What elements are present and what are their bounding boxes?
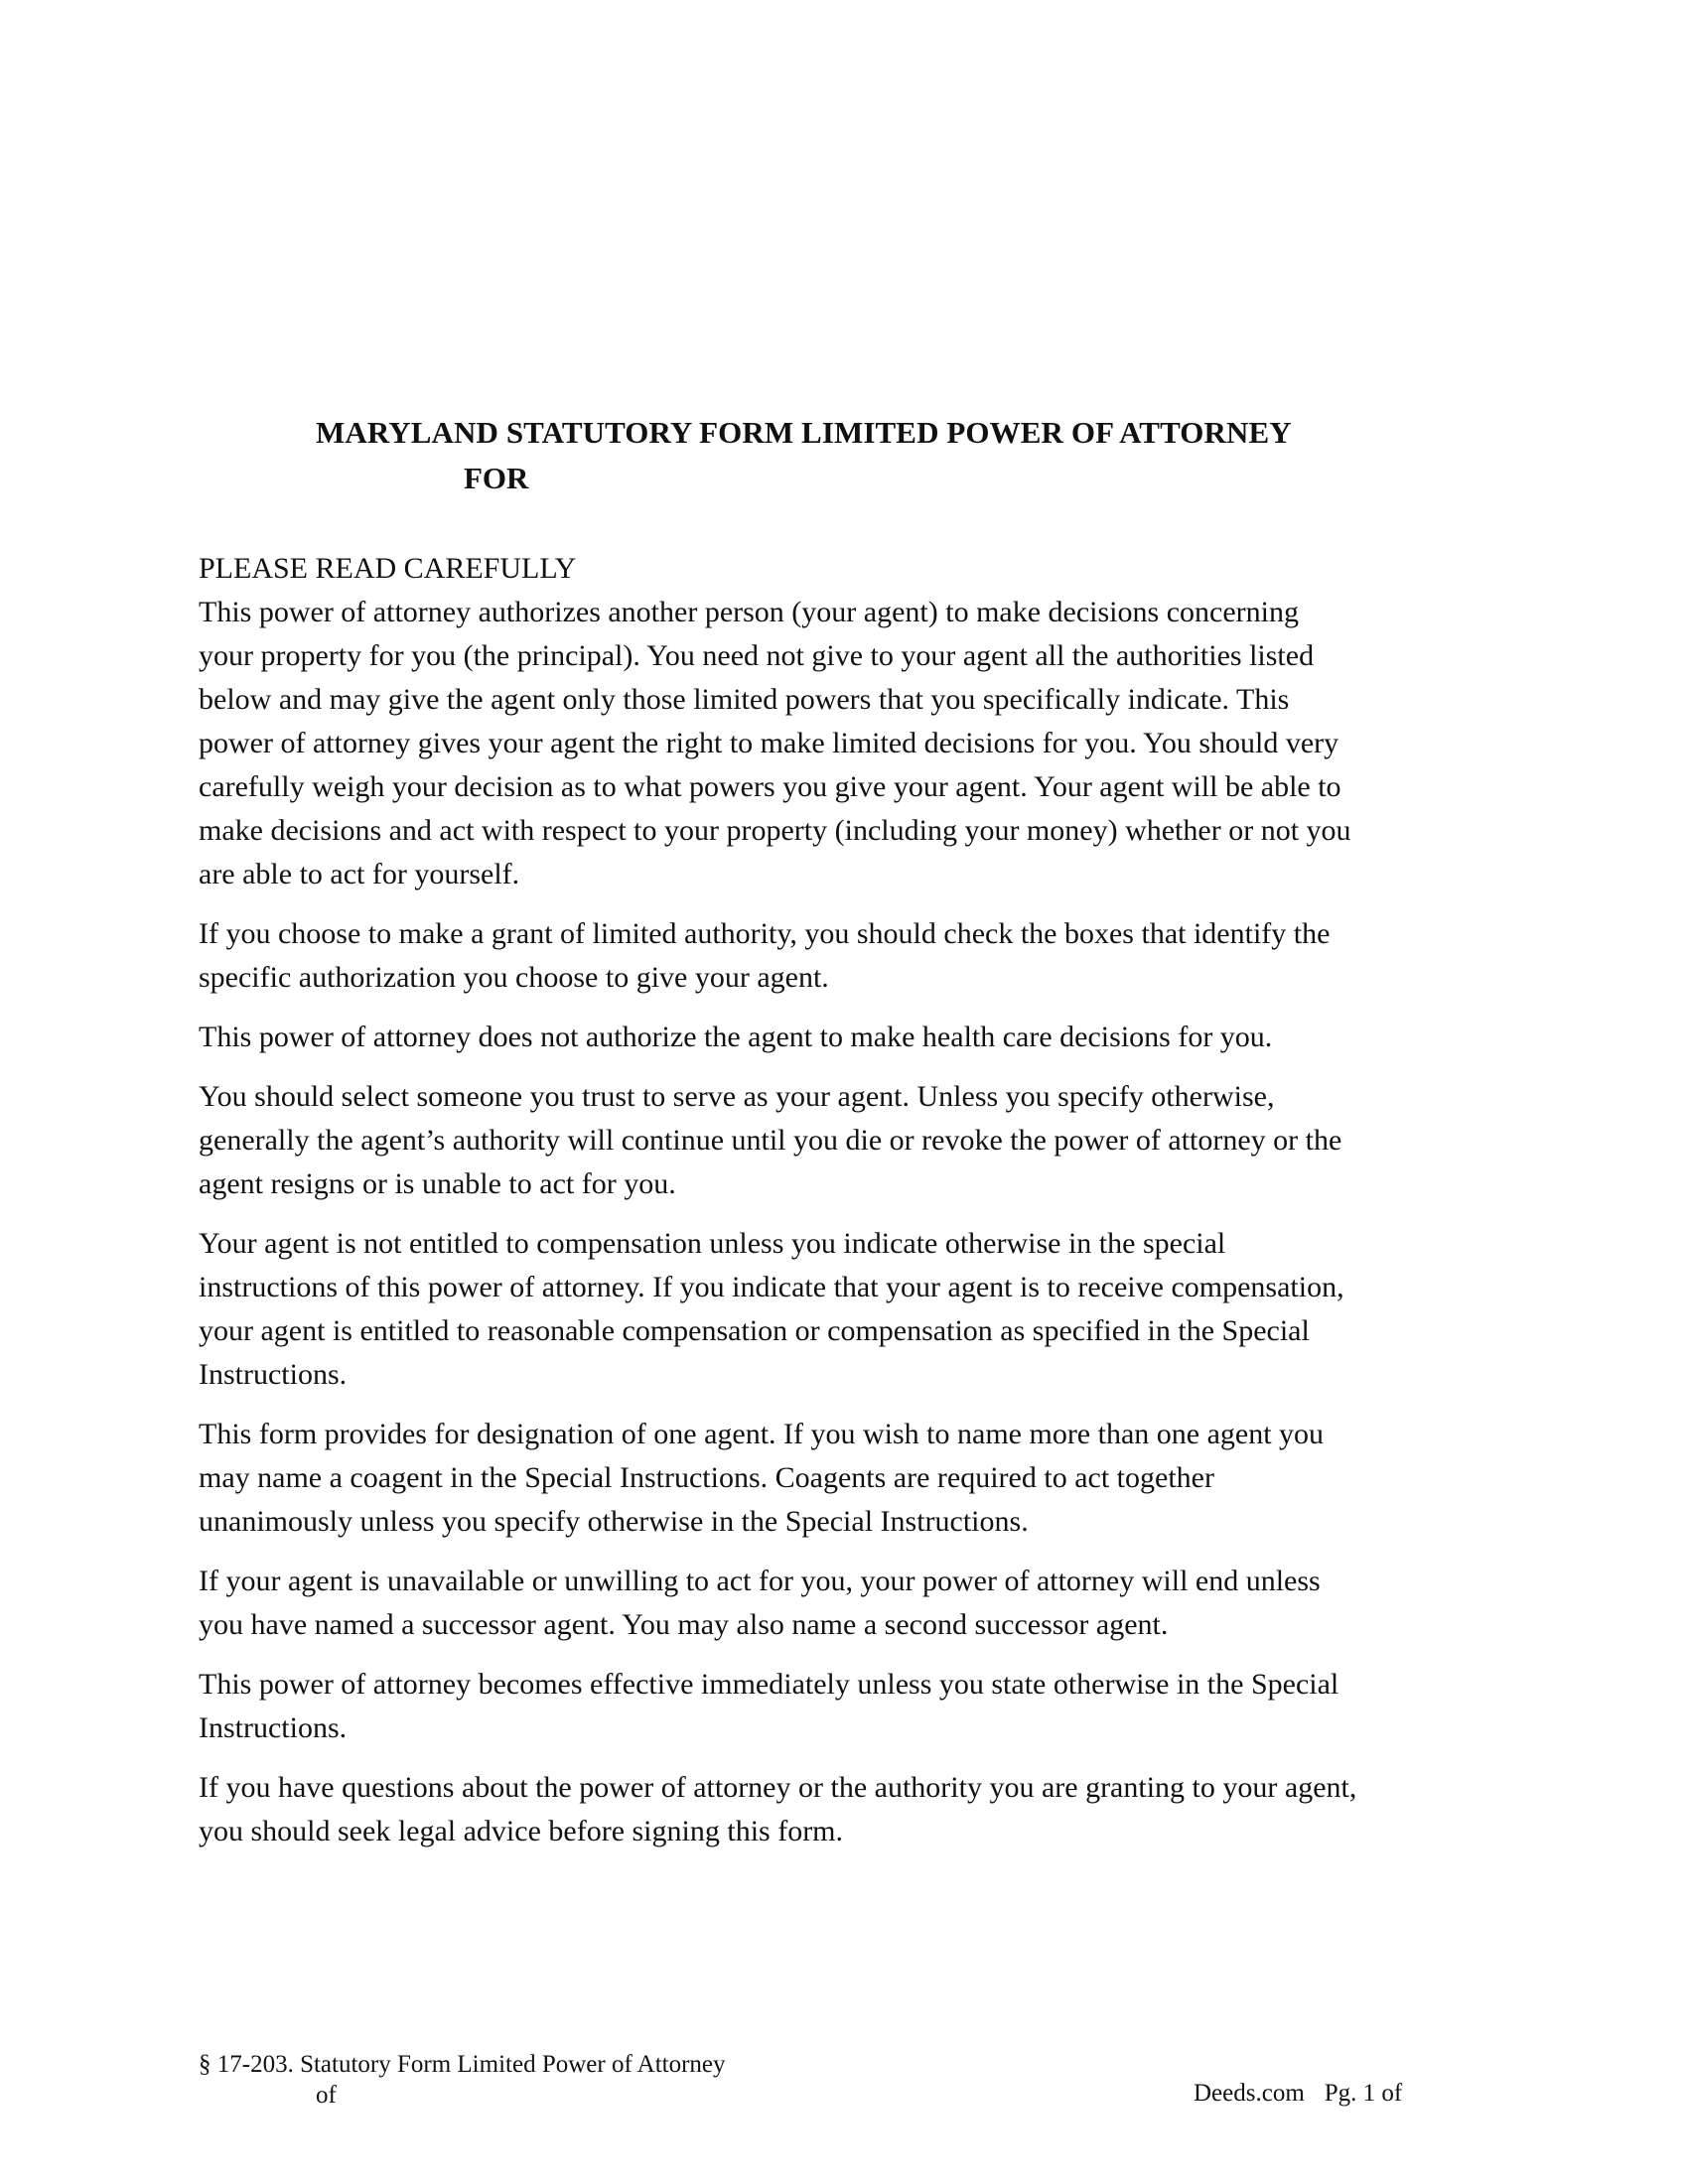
paragraph	[199, 1663, 1489, 1750]
paragraph	[199, 1766, 1489, 1853]
paragraph-line: your agent is entitled to reasonable compensation or compensation as specified in the Special	[199, 1314, 1310, 1347]
paragraph-line: your property for you (the principal). You need not give to your agent all the authorities listed	[199, 639, 1315, 672]
paragraph-line: This form provides for designation of one agent. If you wish to name more than one agent you	[199, 1418, 1325, 1450]
footer-page-number: Pg. 1 of	[1324, 2080, 1403, 2107]
footer-citation	[199, 2049, 726, 2111]
paragraph-line: may name a coagent in the Special Instructions. Coagents are required to act together	[199, 1461, 1214, 1494]
paragraph-line: you should seek legal advice before signing this form.	[199, 1815, 844, 1847]
paragraph-line: If you choose to make a grant of limited authority, you should check the boxes that identify the	[199, 917, 1331, 950]
paragraph-line: agent resigns or is unable to act for you.	[199, 1167, 676, 1200]
paragraph	[199, 1075, 1489, 1206]
paragraph	[199, 1413, 1489, 1544]
document-title-for: FOR	[464, 461, 529, 495]
paragraph-line: This power of attorney authorizes another person (your agent) to make decisions concerning	[199, 596, 1299, 628]
paragraph-line: generally the agent’s authority will continue until you die or revoke the power of attorney or the	[199, 1124, 1342, 1157]
paragraph-line: If you have questions about the power of attorney or the authority you are granting to your agent,	[199, 1771, 1357, 1804]
paragraph-line: below and may give the agent only those limited powers that you specifically indicate. This	[199, 683, 1290, 716]
paragraph-line: you have named a successor agent. You may also name a second successor agent.	[199, 1608, 1169, 1641]
paragraph-line: power of attorney gives your agent the right to make limited decisions for you. You should very	[199, 727, 1339, 759]
paragraph-line: Your agent is not entitled to compensation unless you indicate otherwise in the special	[199, 1227, 1226, 1260]
paragraph-line: If your agent is unavailable or unwilling to act for you, your power of attorney will end unless	[199, 1565, 1321, 1597]
footer-site-name: Deeds.com	[1194, 2080, 1305, 2107]
paragraph-line: carefully weigh your decision as to what powers you give your agent. Your agent will be able to	[199, 770, 1341, 803]
document-body	[199, 547, 1489, 1869]
paragraph	[199, 1222, 1489, 1397]
paragraph-line: This power of attorney becomes effective immediately unless you state otherwise in the Special	[199, 1668, 1339, 1701]
paragraph-line: Instructions.	[199, 1711, 348, 1744]
paragraph	[199, 1016, 1489, 1059]
paragraph-line: are able to act for yourself.	[199, 858, 520, 890]
paragraph-line: make decisions and act with respect to your property (including your money) whether or not you	[199, 814, 1351, 847]
paragraph-line: unanimously unless you specify otherwise in the Special Instructions.	[199, 1505, 1029, 1538]
footer-citation-line1: § 17-203. Statutory Form Limited Power of Attorney	[199, 2051, 726, 2078]
paragraph-line: You should select someone you trust to serve as your agent. Unless you specify otherwise,	[199, 1080, 1275, 1113]
paragraph-list	[199, 591, 1489, 1853]
paragraph-line: specific authorization you choose to give your agent.	[199, 961, 829, 994]
document-title: MARYLAND STATUTORY FORM LIMITED POWER OF ATTORNEY	[316, 415, 1292, 450]
paragraph-line: This power of attorney does not authorize the agent to make health care decisions for you.	[199, 1021, 1273, 1053]
footer-citation-line2: of	[316, 2082, 337, 2109]
paragraph	[199, 1560, 1489, 1647]
paragraph-line: Instructions.	[199, 1358, 348, 1391]
footer-page-info	[1194, 2080, 1402, 2108]
paragraph-line: instructions of this power of attorney. If you indicate that your agent is to receive compensation,	[199, 1271, 1344, 1303]
paragraph	[199, 912, 1489, 1000]
section-heading: PLEASE READ CAREFULLY	[199, 552, 577, 585]
paragraph	[199, 591, 1489, 896]
